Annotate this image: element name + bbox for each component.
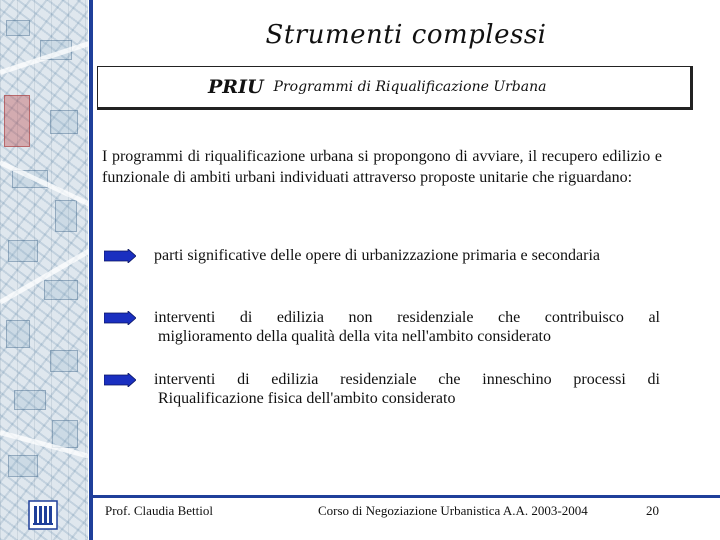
subtitle-description: Programmi di Riqualificazione Urbana <box>273 79 547 95</box>
arrow-right-icon <box>104 249 136 263</box>
map-background <box>0 0 88 540</box>
bullet-text-3-line2: Riqualificazione fisica dell'ambito considerato <box>158 390 456 407</box>
bullet-text-1: parti significative delle opere di urbanizzazione primaria e secondaria <box>154 247 601 264</box>
intro-paragraph: I programmi di riqualificazione urbana si propongono di avviare, il recupero edilizio e funzionale di ambiti urbani individuati attraverso proposte unitarie che riguardano: <box>102 148 662 186</box>
university-logo-icon <box>28 500 58 530</box>
bullet-text-3 <box>154 370 660 408</box>
bullet-text-2-line2: miglioramento della qualità della vita nell'ambito considerato <box>158 328 551 345</box>
bullet-text-2-line1: interventi di edilizia non residenziale che contribuisco al <box>154 309 660 326</box>
slide-title: Strumenti complessi <box>265 20 547 50</box>
vertical-divider <box>89 0 93 540</box>
footer-page-number: 20 <box>646 503 659 518</box>
bullet-text-3-line1: interventi di edilizia residenziale che inneschino processi di <box>154 371 660 388</box>
arrow-right-icon <box>104 373 136 387</box>
subtitle-box <box>97 66 693 110</box>
arrow-right-icon <box>104 311 136 325</box>
subtitle-acronym: PRIU <box>208 76 264 98</box>
footer-course: Corso di Negoziazione Urbanistica A.A. 2003-2004 <box>318 503 588 518</box>
footer-author: Prof. Claudia Bettiol <box>105 503 213 518</box>
footer-divider <box>89 495 720 498</box>
bullet-text-2 <box>154 308 660 346</box>
